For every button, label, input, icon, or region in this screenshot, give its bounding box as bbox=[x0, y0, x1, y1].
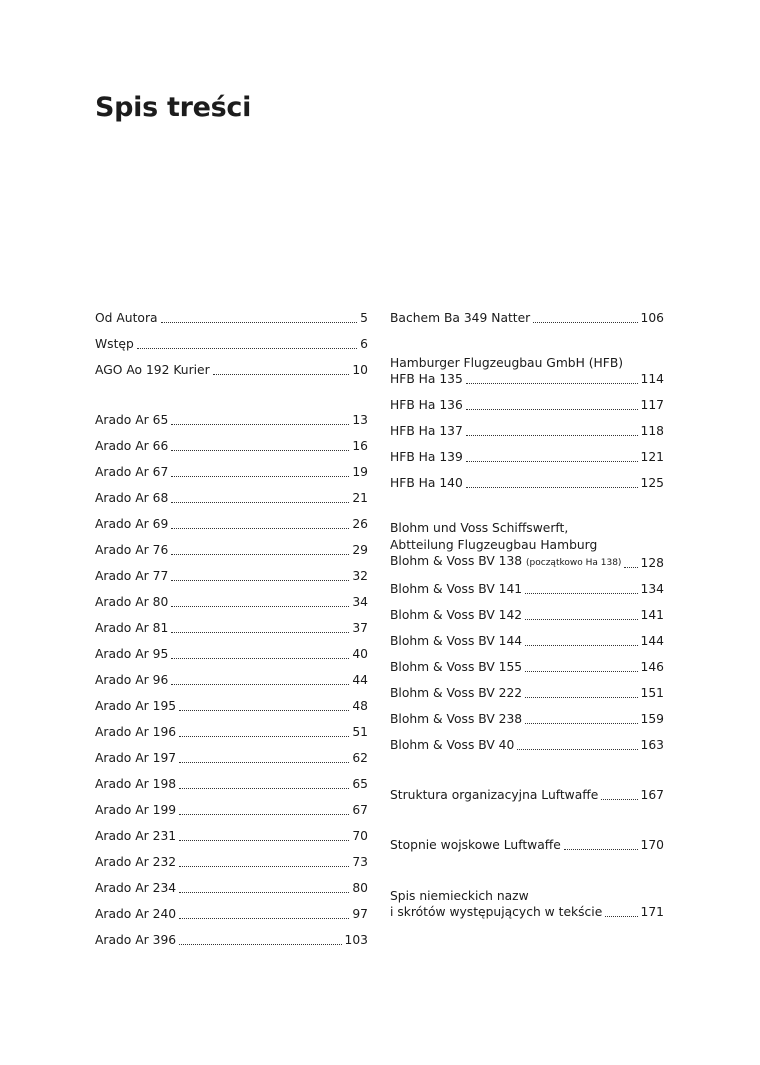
toc-entry-title: Struktura organizacyjna Luftwaffe bbox=[390, 788, 599, 802]
toc-entry[interactable] bbox=[95, 337, 368, 352]
leader-dots bbox=[179, 918, 349, 919]
toc-entry-page: 80 bbox=[352, 881, 368, 895]
leader-dots bbox=[213, 374, 350, 375]
toc-entry-page: 21 bbox=[352, 491, 368, 505]
toc-section-heading-hfb: Hamburger Flugzeugbau GmbH (HFB) bbox=[390, 356, 624, 370]
toc-entry[interactable] bbox=[95, 725, 368, 740]
toc-entry-page: 144 bbox=[640, 634, 664, 648]
leader-dots bbox=[179, 736, 349, 737]
toc-entry-page: 121 bbox=[640, 450, 664, 464]
toc-entry-title: Arado Ar 81 bbox=[95, 621, 169, 635]
toc-entry[interactable] bbox=[95, 363, 368, 378]
toc-entry-title: Arado Ar 198 bbox=[95, 777, 177, 791]
toc-entry[interactable] bbox=[95, 647, 368, 662]
leader-dots bbox=[466, 487, 638, 488]
toc-entry-title: Blohm & Voss BV 155 bbox=[390, 660, 523, 674]
toc-section-heading-blohm-1: Blohm und Voss Schiffswerft, bbox=[390, 521, 569, 535]
toc-entry-spis[interactable] bbox=[390, 905, 664, 920]
toc-entry-page: 141 bbox=[640, 608, 664, 622]
toc-entry-title: HFB Ha 135 bbox=[390, 372, 463, 386]
toc-entry-title: Stopnie wojskowe Luftwaffe bbox=[390, 838, 561, 852]
leader-dots bbox=[605, 916, 637, 917]
toc-entry-title: HFB Ha 139 bbox=[390, 450, 463, 464]
toc-entry-page: 62 bbox=[352, 751, 368, 765]
leader-dots bbox=[171, 606, 349, 607]
leader-dots bbox=[171, 580, 349, 581]
toc-entry-title: AGO Ao 192 Kurier bbox=[95, 363, 210, 377]
toc-entry-page: 34 bbox=[352, 595, 368, 609]
leader-dots bbox=[171, 554, 349, 555]
toc-entry[interactable] bbox=[95, 777, 368, 792]
toc-entry-page: 146 bbox=[640, 660, 664, 674]
leader-dots bbox=[179, 840, 349, 841]
toc-entry-title: Blohm & Voss BV 40 bbox=[390, 738, 515, 752]
toc-entry-stopnie[interactable] bbox=[390, 838, 664, 853]
toc-entry-page: 114 bbox=[640, 372, 664, 386]
toc-entry-title: Arado Ar 96 bbox=[95, 673, 169, 687]
toc-entry-page: 159 bbox=[640, 712, 664, 726]
toc-entry[interactable] bbox=[390, 660, 664, 675]
toc-entry-title: Arado Ar 234 bbox=[95, 881, 177, 895]
toc-entry-title: Arado Ar 66 bbox=[95, 439, 169, 453]
toc-entry-page: 170 bbox=[640, 838, 664, 852]
toc-right-column bbox=[390, 311, 664, 931]
toc-entry-title: Blohm & Voss BV 141 bbox=[390, 582, 523, 596]
toc-entry-page: 128 bbox=[640, 556, 664, 570]
leader-dots bbox=[171, 502, 349, 503]
leader-dots bbox=[171, 632, 349, 633]
leader-dots bbox=[179, 892, 349, 893]
toc-entry-title: Bachem Ba 349 Natter bbox=[390, 311, 531, 325]
toc-entry-title: Arado Ar 65 bbox=[95, 413, 169, 427]
toc-entry-title: Arado Ar 231 bbox=[95, 829, 177, 843]
toc-section-heading-blohm-2: Abtteilung Flugzeugbau Hamburg bbox=[390, 538, 598, 552]
toc-entry[interactable] bbox=[95, 569, 368, 584]
toc-entry[interactable] bbox=[95, 413, 368, 428]
leader-dots bbox=[525, 593, 637, 594]
toc-entry[interactable] bbox=[95, 621, 368, 636]
toc-entry-title: Arado Ar 396 bbox=[95, 933, 177, 947]
toc-entry[interactable] bbox=[390, 712, 664, 727]
toc-entry-page: 97 bbox=[352, 907, 368, 921]
toc-entry[interactable] bbox=[390, 372, 664, 387]
toc-left-column bbox=[95, 311, 368, 959]
toc-entry-title: Arado Ar 77 bbox=[95, 569, 169, 583]
toc-entry-page: 73 bbox=[352, 855, 368, 869]
toc-entry-page: 51 bbox=[352, 725, 368, 739]
toc-entry-title: Arado Ar 195 bbox=[95, 699, 177, 713]
leader-dots bbox=[179, 944, 341, 945]
toc-entry-title: Blohm & Voss BV 238 bbox=[390, 712, 523, 726]
toc-entry-page: 29 bbox=[352, 543, 368, 557]
leader-dots bbox=[601, 799, 637, 800]
leader-dots bbox=[171, 684, 349, 685]
leader-dots bbox=[533, 322, 637, 323]
toc-entry-page: 167 bbox=[640, 788, 664, 802]
toc-entry[interactable] bbox=[95, 311, 368, 326]
toc-entry-page: 151 bbox=[640, 686, 664, 700]
toc-entry-page: 171 bbox=[640, 905, 664, 919]
toc-entry-page: 125 bbox=[640, 476, 664, 490]
toc-entry-page: 118 bbox=[640, 424, 664, 438]
toc-entry-page: 6 bbox=[360, 337, 368, 351]
toc-entry-page: 134 bbox=[640, 582, 664, 596]
leader-dots bbox=[525, 619, 637, 620]
leader-dots bbox=[179, 814, 349, 815]
toc-entry-note: (początkowo Ha 138) bbox=[526, 558, 622, 568]
toc-entry-title: Arado Ar 69 bbox=[95, 517, 169, 531]
leader-dots bbox=[525, 697, 637, 698]
toc-entry[interactable] bbox=[390, 424, 664, 439]
toc-entry[interactable] bbox=[95, 543, 368, 558]
leader-dots bbox=[564, 849, 638, 850]
leader-dots bbox=[137, 348, 357, 349]
toc-entry[interactable] bbox=[95, 491, 368, 506]
toc-entry-page: 19 bbox=[352, 465, 368, 479]
leader-dots bbox=[624, 567, 637, 568]
leader-dots bbox=[466, 383, 638, 384]
toc-entry[interactable] bbox=[390, 738, 664, 753]
leader-dots bbox=[179, 788, 349, 789]
toc-entry-page: 44 bbox=[352, 673, 368, 687]
leader-dots bbox=[179, 710, 349, 711]
page-title: Spis treści bbox=[95, 92, 252, 123]
toc-entry-bachem[interactable] bbox=[390, 311, 664, 326]
toc-entry-page: 48 bbox=[352, 699, 368, 713]
leader-dots bbox=[525, 645, 637, 646]
toc-hfb-group bbox=[390, 372, 664, 491]
toc-entry[interactable] bbox=[95, 855, 368, 870]
toc-entry-title: Blohm & Voss BV 144 bbox=[390, 634, 523, 648]
toc-entry-page: 26 bbox=[352, 517, 368, 531]
toc-entry-title: HFB Ha 140 bbox=[390, 476, 463, 490]
leader-dots bbox=[525, 723, 637, 724]
leader-dots bbox=[517, 749, 637, 750]
toc-entry-title: Blohm & Voss BV 142 bbox=[390, 608, 523, 622]
toc-entry-page: 65 bbox=[352, 777, 368, 791]
toc-entry-page: 5 bbox=[360, 311, 368, 325]
toc-entry[interactable] bbox=[390, 450, 664, 465]
toc-entry-page: 40 bbox=[352, 647, 368, 661]
toc-entry[interactable] bbox=[95, 699, 368, 714]
toc-entry-struktura[interactable] bbox=[390, 788, 664, 803]
toc-entry-title: i skrótów występujących w tekście bbox=[390, 905, 603, 919]
toc-entry[interactable] bbox=[95, 933, 368, 948]
toc-entry-title: Arado Ar 197 bbox=[95, 751, 177, 765]
toc-entry[interactable] bbox=[390, 634, 664, 649]
leader-dots bbox=[171, 658, 349, 659]
toc-entry-page: 32 bbox=[352, 569, 368, 583]
toc-entry[interactable] bbox=[95, 673, 368, 688]
toc-entry-title: HFB Ha 136 bbox=[390, 398, 463, 412]
toc-entry-page: 70 bbox=[352, 829, 368, 843]
leader-dots bbox=[171, 476, 349, 477]
toc-entry-title: Arado Ar 240 bbox=[95, 907, 177, 921]
toc-entry[interactable] bbox=[95, 517, 368, 532]
toc-entry-page: 103 bbox=[344, 933, 368, 947]
toc-entry[interactable] bbox=[390, 582, 664, 597]
toc-entry[interactable] bbox=[95, 803, 368, 818]
leader-dots bbox=[525, 671, 637, 672]
toc-entry-bv138[interactable] bbox=[390, 554, 664, 571]
leader-dots bbox=[161, 322, 358, 323]
toc-entry-title: Wstęp bbox=[95, 337, 134, 351]
toc-entry-page: 37 bbox=[352, 621, 368, 635]
toc-entry-page: 163 bbox=[640, 738, 664, 752]
toc-entry-title: Blohm & Voss BV 222 bbox=[390, 686, 523, 700]
leader-dots bbox=[171, 450, 349, 451]
toc-entry-title: Arado Ar 95 bbox=[95, 647, 169, 661]
toc-entry-page: 13 bbox=[352, 413, 368, 427]
leader-dots bbox=[179, 866, 349, 867]
toc-entry-title: Arado Ar 68 bbox=[95, 491, 169, 505]
leader-dots bbox=[466, 435, 638, 436]
toc-entry[interactable] bbox=[95, 465, 368, 480]
leader-dots bbox=[179, 762, 349, 763]
toc-entry[interactable] bbox=[95, 751, 368, 766]
toc-entry-title: Arado Ar 232 bbox=[95, 855, 177, 869]
toc-entry-spis-line1: Spis niemieckich nazw bbox=[390, 889, 529, 903]
toc-entry-title: HFB Ha 137 bbox=[390, 424, 463, 438]
toc-entry-title: Blohm & Voss BV 138 (początkowo Ha 138) bbox=[390, 554, 622, 568]
leader-dots bbox=[466, 461, 638, 462]
toc-entry[interactable] bbox=[95, 907, 368, 922]
toc-entry-page: 10 bbox=[352, 363, 368, 377]
toc-entry-page: 117 bbox=[640, 398, 664, 412]
toc-entry-page: 106 bbox=[640, 311, 664, 325]
toc-entry-title: Arado Ar 199 bbox=[95, 803, 177, 817]
toc-entry-page: 16 bbox=[352, 439, 368, 453]
toc-entry-title: Arado Ar 80 bbox=[95, 595, 169, 609]
toc-entry-title: Arado Ar 196 bbox=[95, 725, 177, 739]
toc-arado-group bbox=[95, 413, 368, 948]
toc-entry-title: Arado Ar 76 bbox=[95, 543, 169, 557]
toc-entry-title: Arado Ar 67 bbox=[95, 465, 169, 479]
toc-intro-group bbox=[95, 311, 368, 378]
toc-entry[interactable] bbox=[95, 439, 368, 454]
toc-entry-title: Od Autora bbox=[95, 311, 158, 325]
toc-entry[interactable] bbox=[390, 398, 664, 413]
leader-dots bbox=[171, 528, 349, 529]
leader-dots bbox=[466, 409, 638, 410]
toc-entry[interactable] bbox=[390, 476, 664, 491]
toc-entry[interactable] bbox=[95, 881, 368, 896]
toc-entry-page: 67 bbox=[352, 803, 368, 817]
toc-entry[interactable] bbox=[390, 608, 664, 623]
toc-entry[interactable] bbox=[95, 829, 368, 844]
toc-entry[interactable] bbox=[95, 595, 368, 610]
toc-blohm-group bbox=[390, 582, 664, 753]
toc-entry[interactable] bbox=[390, 686, 664, 701]
leader-dots bbox=[171, 424, 349, 425]
